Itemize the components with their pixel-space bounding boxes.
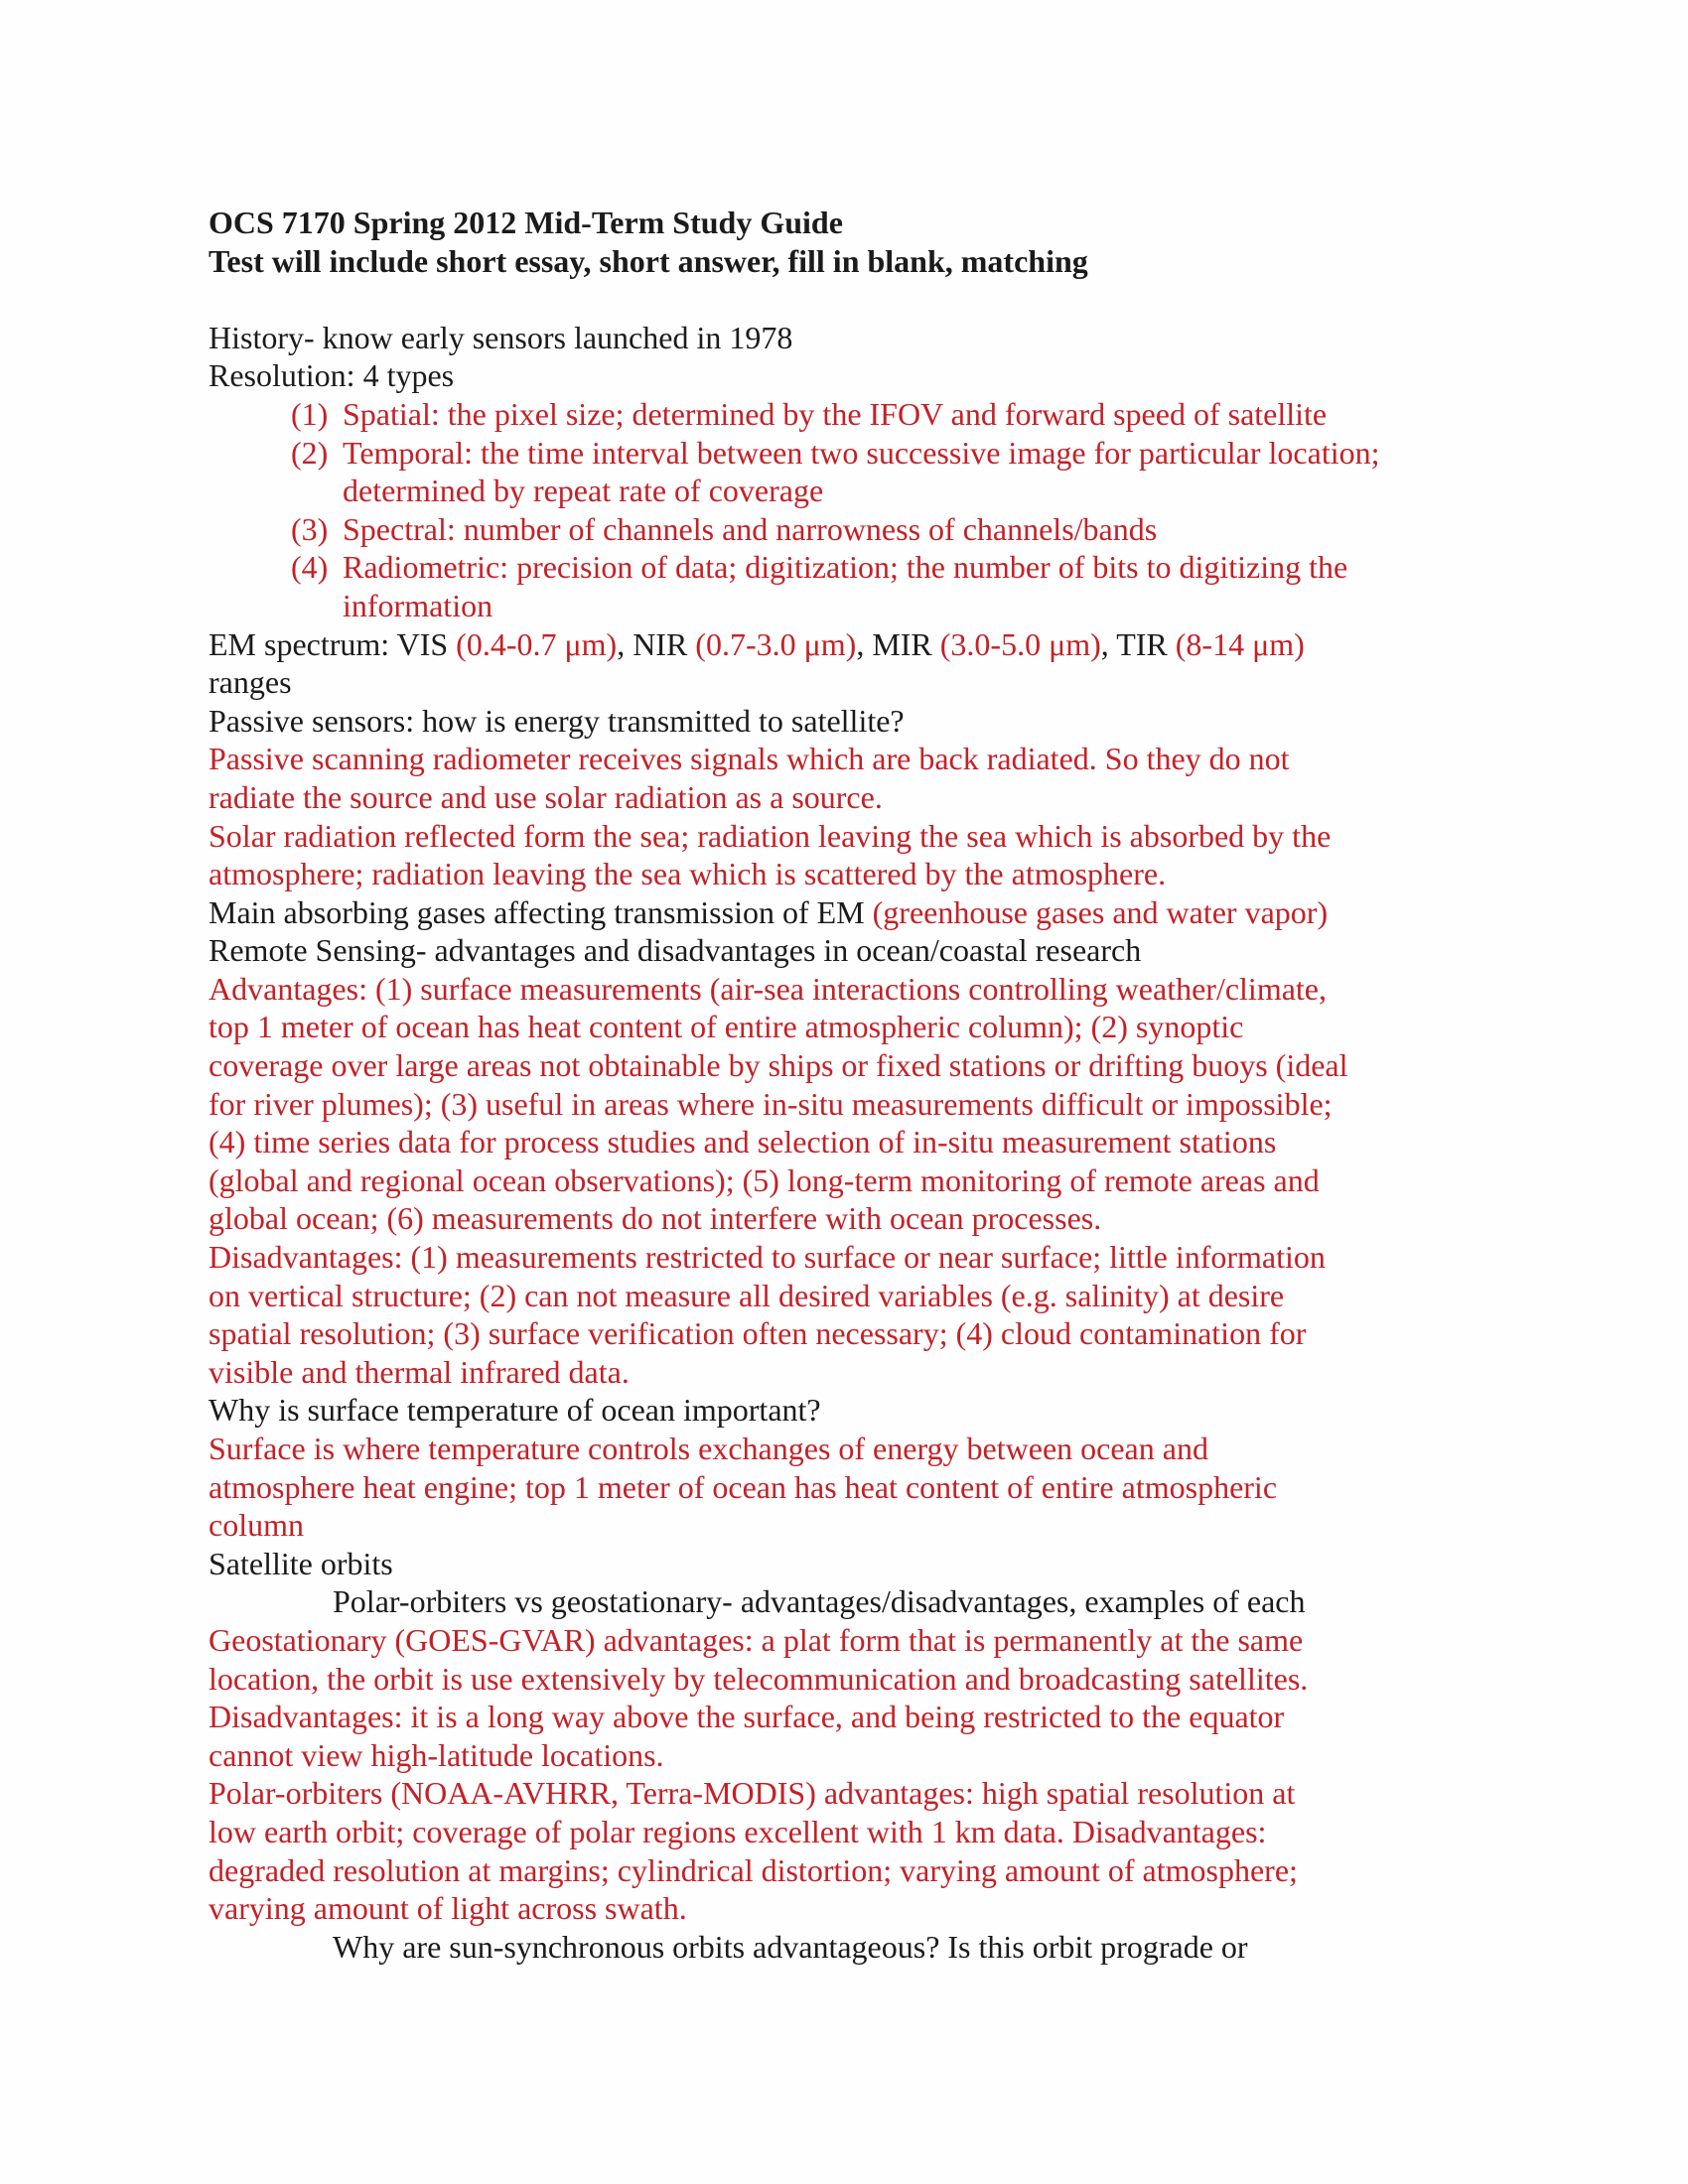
answer-text: spatial resolution; (3) surface verification often necessary; (4) cloud contamination for [209,1315,1307,1352]
text-line [209,548,1489,587]
text-line [209,1468,1489,1507]
text-line [209,204,1489,242]
question-text: Passive sensors: how is energy transmitted to satellite? [209,702,905,739]
text-line [209,1199,1489,1238]
text-line [209,1046,1489,1085]
text-line [209,1582,1489,1621]
answer-text: Passive scanning radiometer receives signals which are back radiated. So they do not [209,741,1290,777]
question-text: Polar-orbiters vs geostationary- advantages/disadvantages, examples of each [333,1583,1306,1620]
answer-text: Temporal: the time interval between two successive image for particular location; [343,434,1380,471]
text-line [209,434,1489,473]
answer-text: Spectral: number of channels and narrowness of channels/bands [343,510,1158,547]
text-line [209,1660,1489,1699]
answer-text: Advantages: (1) surface measurements (air-sea interactions controlling weather/climate, [209,970,1327,1007]
text-line [209,242,1489,281]
answer-text: Spatial: the pixel size; determined by the IFOV and forward speed of satellite [343,395,1328,432]
text-line [209,1430,1489,1468]
answer-text: location, the orbit is use extensively by telecommunication and broadcasting satellites. [209,1660,1309,1697]
question-text: Why is surface temperature of ocean important? [209,1392,821,1429]
answer-text: coverage over large areas not obtainable by ships or fixed stations or drifting buoys (ideal [209,1047,1348,1084]
answer-text: cannot view high-latitude locations. [209,1736,664,1773]
question-text: ranges [209,664,292,701]
question-text: Why are sun-synchronous orbits advantageous? Is this orbit prograde or [333,1928,1248,1965]
answer-text: Solar radiation reflected form the sea; radiation leaving the sea which is absorbed by the [209,817,1332,854]
answer-text: (0.4-0.7 μm) [456,625,618,662]
text-line [209,817,1489,856]
text-line [209,1391,1489,1430]
answer-text: low earth orbit; coverage of polar regions excellent with 1 km data. Disadvantages: [209,1813,1267,1849]
text-line [209,1238,1489,1277]
text-line [209,1314,1489,1353]
answer-text: (8-14 μm) [1175,625,1305,662]
text-line [209,740,1489,778]
blank-line [209,280,1489,319]
question-text: Test will include short essay, short answer, fill in blank, matching [209,242,1088,279]
text-line [209,1506,1489,1545]
answer-text: varying amount of light across swath. [209,1890,687,1927]
text-line [209,1161,1489,1200]
answer-text: Radiometric: precision of data; digitization; the number of bits to digitizing the [343,549,1348,586]
text-line [209,1085,1489,1124]
question-text: , NIR [617,625,696,662]
text-line [209,1774,1489,1813]
text-line [209,893,1489,932]
text-line [209,395,1489,434]
answer-text: information [343,587,493,623]
text-line [209,1698,1489,1736]
text-line [209,1736,1489,1775]
answer-text: column [209,1507,304,1544]
list-number: (1) [291,395,329,432]
answer-text: atmosphere heat engine; top 1 meter of ocean has heat content of entire atmospheric [209,1468,1278,1505]
list-number: (2) [291,434,329,471]
answer-text: atmosphere; radiation leaving the sea which is scattered by the atmosphere. [209,856,1167,892]
text-line [209,1889,1489,1928]
text-line [209,855,1489,893]
question-text: History- know early sensors launched in 1978 [209,319,793,355]
answer-text: (greenhouse gases and water vapor) [872,893,1329,930]
answer-text: Surface is where temperature controls exchanges of energy between ocean and [209,1431,1208,1466]
answer-text: (0.7-3.0 μm) [695,625,857,662]
question-text: Main absorbing gases affecting transmission of EM [209,893,873,930]
answer-text: determined by repeat rate of coverage [343,473,824,509]
text-line [209,1353,1489,1392]
text-line [209,931,1489,970]
study-guide-document [209,204,1489,1966]
question-text: , TIR [1100,625,1176,662]
answer-text: (4) time series data for process studies and selection of in-situ measurement stations [209,1124,1277,1160]
text-line [209,1123,1489,1161]
question-text: , MIR [856,625,940,662]
answer-text: Polar-orbiters (NOAA-AVHRR, Terra-MODIS) advantages: high spatial resolution at [209,1775,1296,1812]
text-line [209,1277,1489,1315]
text-line [209,319,1489,357]
list-number: (4) [291,549,329,586]
answer-text: Disadvantages: (1) measurements restricted to surface or near surface; little information [209,1239,1326,1276]
text-line [209,625,1489,664]
answer-text: top 1 meter of ocean has heat content of entire atmospheric column); (2) synoptic [209,1009,1244,1045]
question-text: Remote Sensing- advantages and disadvantages in ocean/coastal research [209,932,1142,969]
question-text: Resolution: 4 types [209,357,455,394]
text-line [209,356,1489,395]
text-line [209,1928,1489,1967]
answer-text: visible and thermal infrared data. [209,1353,630,1390]
answer-text: global ocean; (6) measurements do not interfere with ocean processes. [209,1200,1102,1237]
text-line [209,1621,1489,1660]
text-line [209,663,1489,702]
answer-text: on vertical structure; (2) can not measure all desired variables (e.g. salinity) at desire [209,1277,1285,1313]
answer-text: Geostationary (GOES-GVAR) advantages: a plat form that is permanently at the same [209,1621,1304,1658]
answer-text: Disadvantages: it is a long way above the surface, and being restricted to the equator [209,1699,1285,1735]
text-line [209,510,1489,549]
text-line [209,1813,1489,1851]
text-line [209,1008,1489,1046]
list-number: (3) [291,510,329,547]
text-line [209,472,1489,510]
answer-text: radiate the source and use solar radiation as a source. [209,778,883,815]
text-line [209,587,1489,625]
answer-text: (global and regional ocean observations); (5) long-term monitoring of remote areas and [209,1161,1320,1198]
text-line [209,778,1489,817]
text-line [209,1545,1489,1583]
text-line [209,1851,1489,1890]
question-text: EM spectrum: VIS [209,625,457,662]
text-line [209,702,1489,741]
question-text: Satellite orbits [209,1545,393,1581]
text-line [209,970,1489,1009]
answer-text: for river plumes); (3) useful in areas where in-situ measurements difficult or impossible; [209,1085,1333,1122]
answer-text: degraded resolution at margins; cylindrical distortion; varying amount of atmosphere; [209,1851,1298,1888]
answer-text: (3.0-5.0 μm) [939,625,1101,662]
question-text: OCS 7170 Spring 2012 Mid-Term Study Guide [209,205,843,240]
